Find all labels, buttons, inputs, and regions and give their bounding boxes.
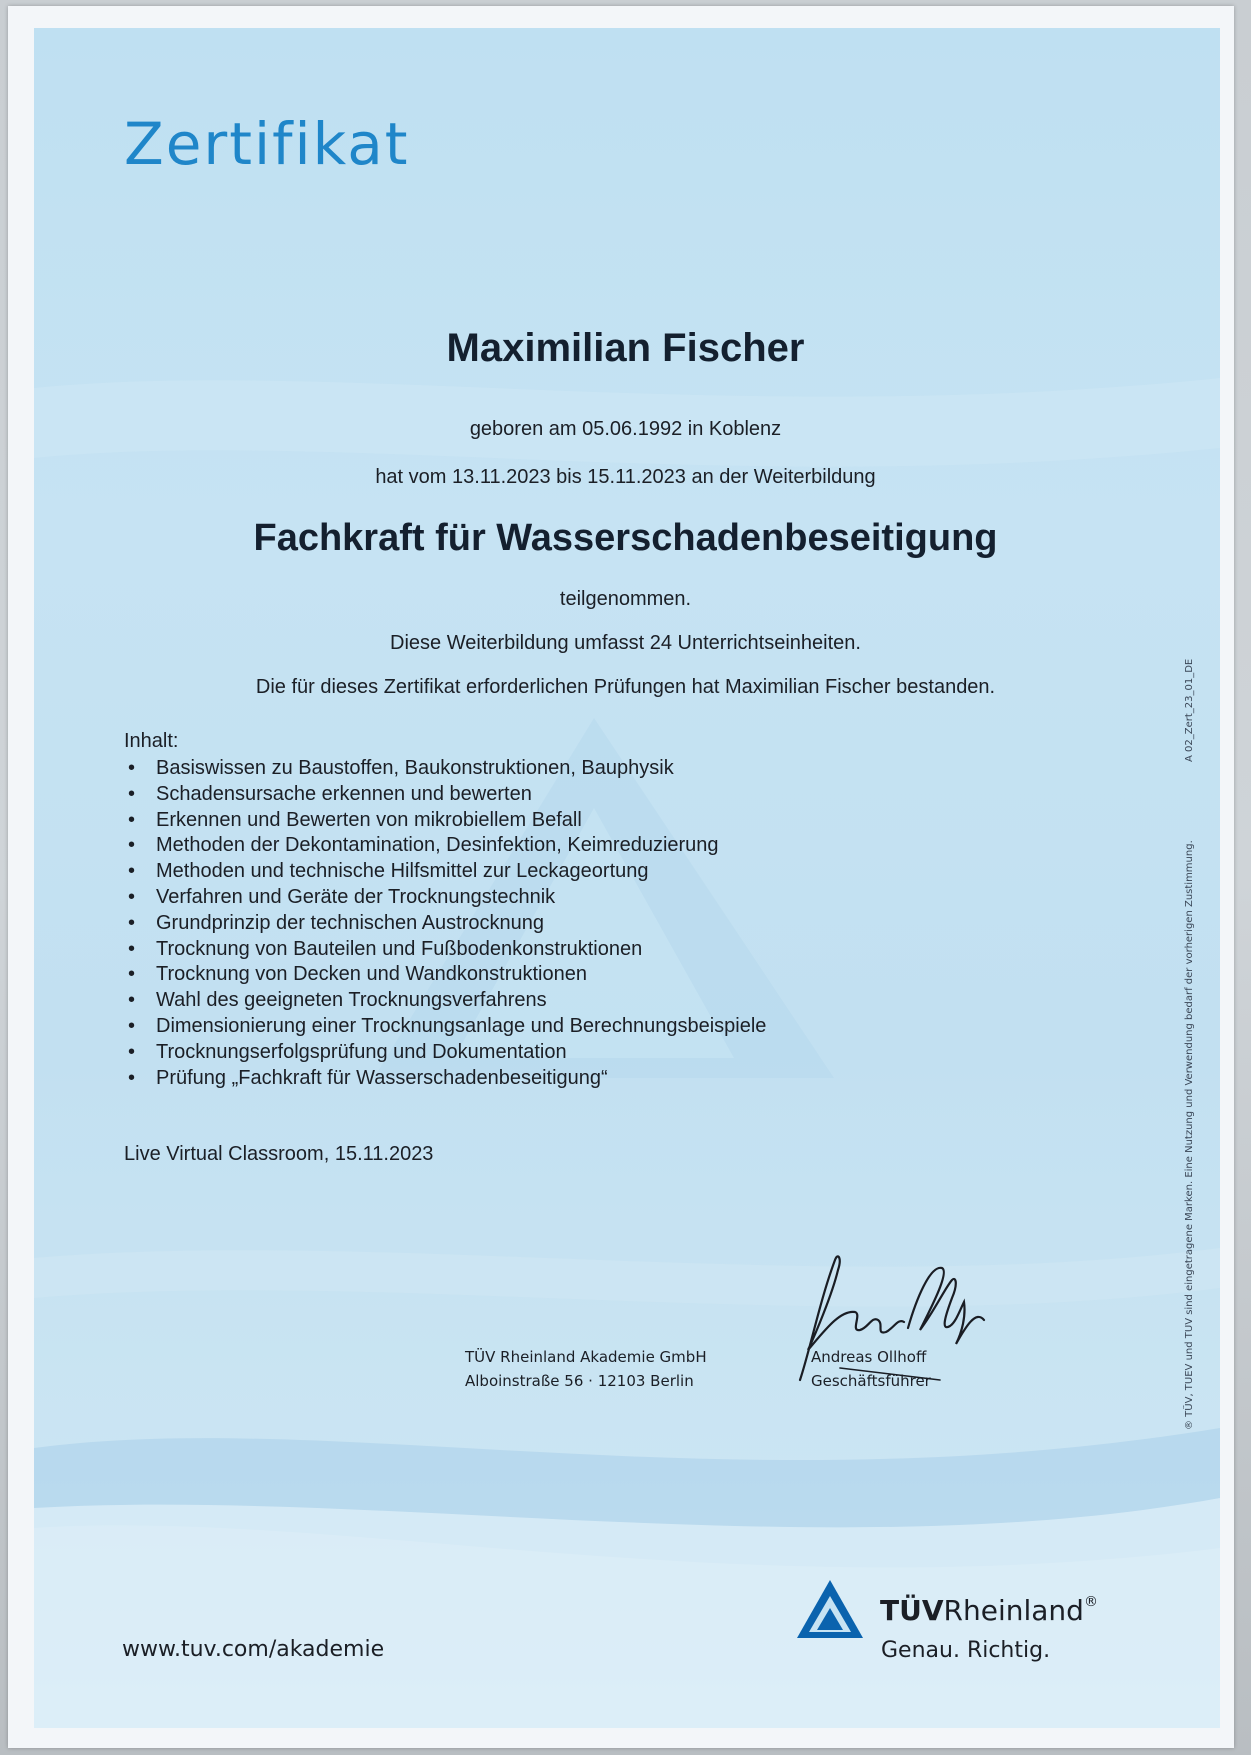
- bullet-icon: •: [128, 757, 136, 779]
- bullet-icon: •: [128, 808, 136, 831]
- list-item: • Basiswissen zu Baustoffen, Baukonstruktionen, Bauphysik: [124, 756, 766, 782]
- brand-name: [880, 1594, 1098, 1627]
- contents-list: [124, 756, 766, 1091]
- list-item: • Erkennen und Bewerten von mikrobiellem Befall: [124, 808, 766, 834]
- bullet-icon: •: [128, 1014, 136, 1037]
- issuer-block: [465, 1345, 707, 1393]
- list-item: • Methoden der Dekontamination, Desinfektion, Keimreduzierung: [124, 833, 766, 859]
- bullet-icon: •: [128, 1040, 136, 1063]
- list-item: • Trocknungserfolgsprüfung und Dokumentation: [124, 1040, 766, 1066]
- issuer-address: Alboinstraße 56 · 12103 Berlin: [465, 1372, 694, 1390]
- document-code: A 02_Zert_23_01_DE: [1184, 658, 1195, 762]
- list-item: • Trocknung von Bauteilen und Fußbodenkonstruktionen: [124, 937, 766, 963]
- signatory-name: Andreas Ollhoff: [811, 1348, 927, 1366]
- place-date: Live Virtual Classroom, 15.11.2023: [124, 1143, 434, 1165]
- list-item: • Trocknung von Decken und Wandkonstruktionen: [124, 962, 766, 988]
- bullet-icon: •: [128, 963, 136, 986]
- brand-tagline: Genau. Richtig.: [881, 1638, 1051, 1663]
- participant-name: Maximilian Fischer: [446, 326, 805, 370]
- bullet-icon: •: [128, 1066, 136, 1089]
- certificate-title: Zertifikat: [124, 110, 410, 178]
- list-item: • Verfahren und Geräte der Trocknungstechnik: [124, 885, 766, 911]
- bullet-icon: •: [128, 989, 136, 1012]
- list-item: • Wahl des geeigneten Trocknungsverfahrens: [124, 988, 766, 1014]
- list-item: • Dimensionierung einer Trocknungsanlage und Berechnungsbeispiele: [124, 1014, 766, 1040]
- brand-regular: Rheinland: [943, 1594, 1084, 1627]
- bullet-icon: •: [128, 911, 136, 934]
- list-item: • Schadensursache erkennen und bewerten: [124, 782, 766, 808]
- contents-label: Inhalt:: [124, 730, 179, 752]
- list-item: • Grundprinzip der technischen Austrocknung: [124, 911, 766, 937]
- registered-mark: ®: [1083, 1594, 1098, 1610]
- bullet-icon: •: [128, 885, 136, 908]
- bullet-icon: •: [128, 860, 136, 883]
- signatory-block: [811, 1345, 931, 1393]
- brand-bold: TÜV: [880, 1594, 944, 1627]
- website-link[interactable]: www.tuv.com/akademie: [122, 1637, 385, 1662]
- tuv-triangle-logo-icon: [795, 1578, 865, 1640]
- exam-line: Die für dieses Zertifikat erforderlichen Prüfungen hat Maximilian Fischer bestanden.: [255, 676, 996, 698]
- bullet-icon: •: [128, 834, 136, 857]
- list-item: • Methoden und technische Hilfsmittel zur Leckageortung: [124, 859, 766, 885]
- participated-line: teilgenommen.: [559, 588, 692, 610]
- attendance-line: hat vom 13.11.2023 bis 15.11.2023 an der Weiterbildung: [375, 466, 876, 488]
- list-item: • Prüfung „Fachkraft für Wasserschadenbeseitigung“: [124, 1066, 766, 1092]
- trademark-note: ® TÜV, TUEV und TUV sind eingetragene Marken. Eine Nutzung und Verwendung bedarf der vorherigen Zustimmung.: [1184, 840, 1195, 1430]
- course-title: Fachkraft für Wasserschadenbeseitigung: [253, 517, 998, 559]
- issuer-organization: TÜV Rheinland Akademie GmbH: [465, 1348, 707, 1366]
- bullet-icon: •: [128, 782, 136, 805]
- bullet-icon: •: [128, 937, 136, 960]
- units-line: Diese Weiterbildung umfasst 24 Unterrichtseinheiten.: [390, 632, 861, 654]
- birth-line: geboren am 05.06.1992 in Koblenz: [469, 418, 782, 440]
- signatory-role: Geschäftsführer: [811, 1372, 931, 1390]
